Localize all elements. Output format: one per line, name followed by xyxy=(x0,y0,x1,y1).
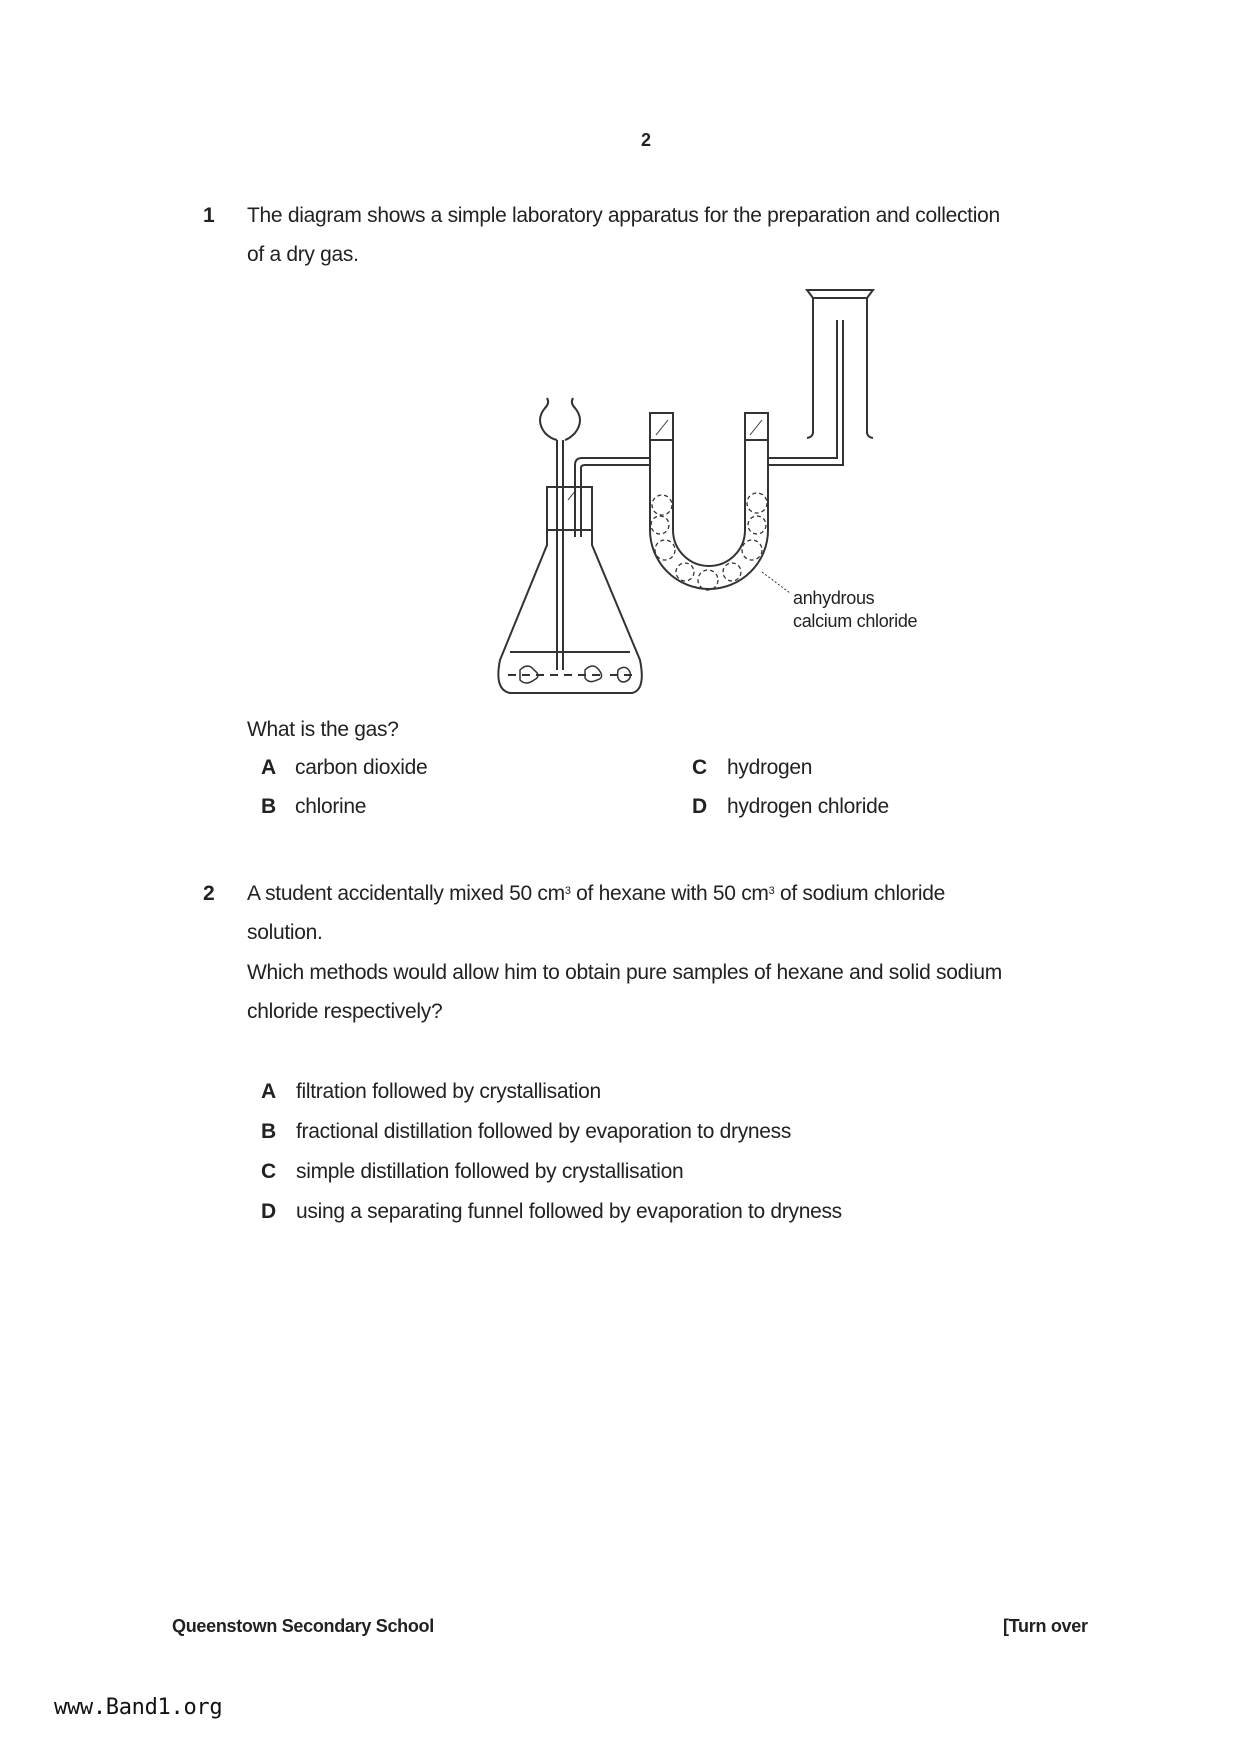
q1-option-b-letter: B xyxy=(261,795,276,818)
footer-school: Queenstown Secondary School xyxy=(172,1616,434,1636)
footer-turn-over: [Turn over xyxy=(1003,1616,1088,1636)
calcium-chloride-granules xyxy=(651,493,767,590)
question-2-number: 2 xyxy=(203,882,215,905)
label-leader-line xyxy=(762,572,790,593)
q1-option-d-letter: D xyxy=(692,795,707,818)
flask-stopper xyxy=(547,487,592,530)
question-2-text-line1 xyxy=(247,882,945,906)
q2-option-c-text: simple distillation followed by crystallisation xyxy=(296,1160,684,1183)
q1-option-a-text: carbon dioxide xyxy=(295,756,428,779)
q2-option-d-letter: D xyxy=(261,1200,276,1223)
q2-text-part: of hexane with 50 cm xyxy=(570,882,769,905)
q2-text-part: A student accidentally mixed 50 cm xyxy=(247,882,565,905)
q1-option-d-text: hydrogen chloride xyxy=(727,795,889,818)
delivery-tube xyxy=(575,458,650,537)
u-tube xyxy=(650,413,768,589)
question-2-text-line3: Which methods would allow him to obtain pure samples of hexane and solid sodium xyxy=(247,961,1002,984)
superscript: 3 xyxy=(768,885,775,897)
question-1-text-line2: of a dry gas. xyxy=(247,243,359,266)
page-number: 2 xyxy=(641,130,651,150)
watermark: www.Band1.org xyxy=(54,1695,223,1720)
q2-option-a-text: filtration followed by crystallisation xyxy=(296,1080,601,1103)
diagram-label-line1: anhydrous xyxy=(793,588,875,608)
question-1-text-line1: The diagram shows a simple laboratory apparatus for the preparation and collection xyxy=(247,204,1000,227)
q1-option-c-text: hydrogen xyxy=(727,756,813,779)
question-2-text-line4: chloride respectively? xyxy=(247,1000,443,1023)
q2-option-d-text: using a separating funnel followed by evaporation to dryness xyxy=(296,1200,842,1223)
q1-option-c-letter: C xyxy=(692,756,707,779)
question-2-text-line2: solution. xyxy=(247,921,323,944)
question-1-number: 1 xyxy=(203,204,215,227)
gas-jar xyxy=(807,290,873,438)
q2-text-part: of sodium chloride xyxy=(774,882,946,905)
conical-flask xyxy=(498,530,641,693)
question-1-prompt: What is the gas? xyxy=(247,718,399,741)
q1-option-a-letter: A xyxy=(261,756,276,779)
q2-option-c-letter: C xyxy=(261,1160,276,1183)
superscript: 3 xyxy=(564,885,571,897)
apparatus-diagram xyxy=(0,0,1239,760)
q2-option-a-letter: A xyxy=(261,1080,276,1103)
diagram-label-line2: calcium chloride xyxy=(793,611,918,631)
q2-option-b-letter: B xyxy=(261,1120,276,1143)
q1-option-b-text: chlorine xyxy=(295,795,367,818)
exit-tube xyxy=(768,320,843,465)
q2-option-b-text: fractional distillation followed by evaporation to dryness xyxy=(296,1120,792,1143)
